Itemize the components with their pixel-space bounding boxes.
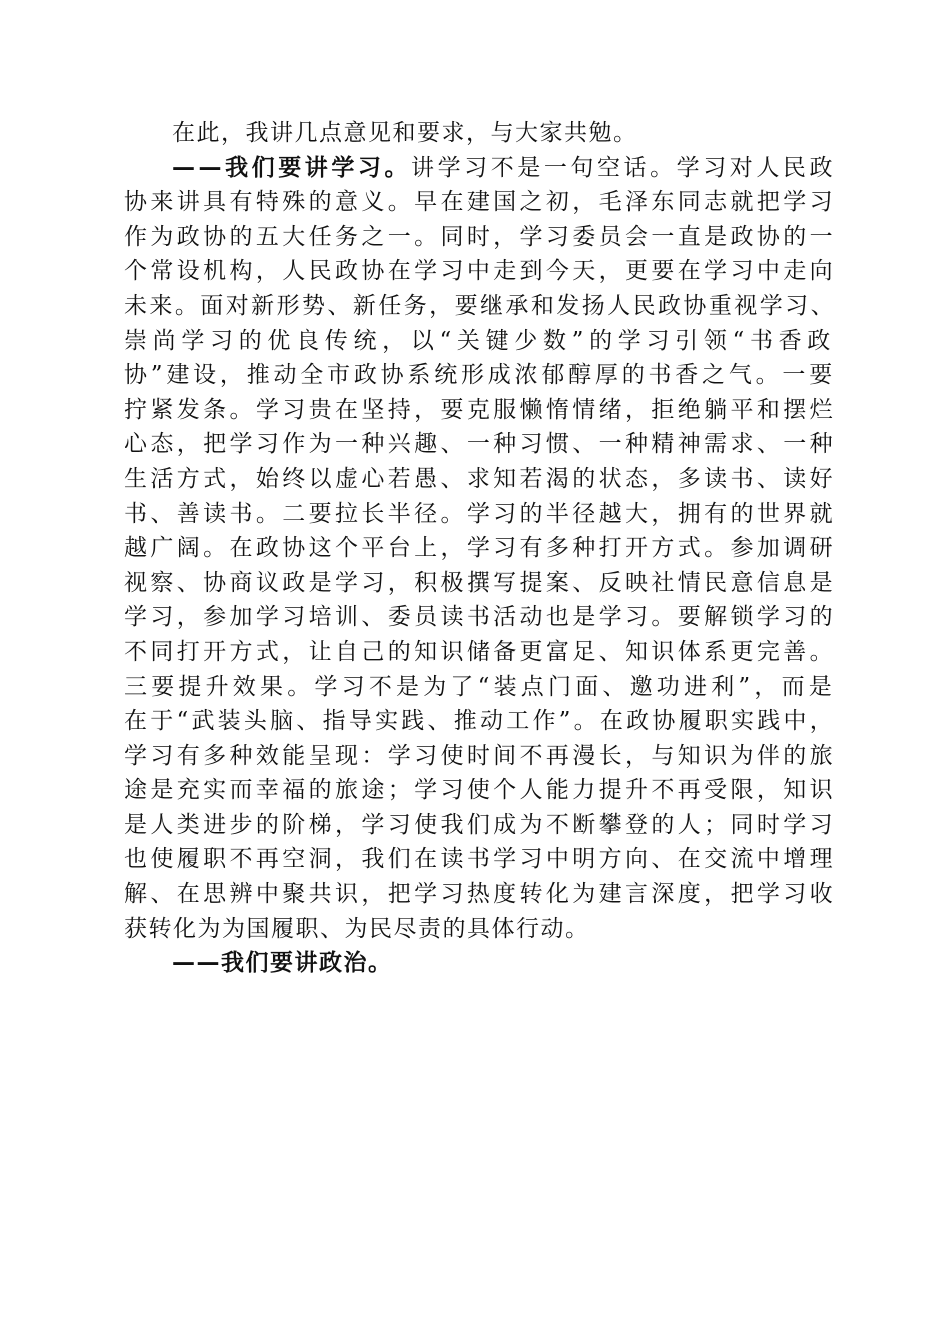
paragraph-line-text: 学习，参加学习培训、委员读书活动也是学习。要解锁学习的 [124, 604, 836, 631]
paragraph-line [124, 324, 836, 359]
section2-heading: ——我们要讲政治。 [172, 950, 393, 977]
paragraph-line [124, 497, 836, 532]
paragraph-line [124, 185, 836, 220]
paragraph-line-text: 个常设机构，人民政协在学习中走到今天，更要在学习中走向 [124, 258, 836, 285]
paragraph-line [124, 220, 836, 255]
section1-heading: ——我们要讲学习。 [172, 154, 412, 181]
paragraph-line [124, 393, 836, 428]
paragraph-line-text: 崇尚学习的优良传统，以“关键少数”的学习引领“书香政 [124, 327, 836, 354]
paragraph-line-text: 三要提升效果。学习不是为了“装点门面、邀功进利”，而是 [124, 673, 836, 700]
paragraph-line [124, 566, 836, 601]
paragraph-line-text: 书、善读书。二要拉长半径。学习的半径越大，拥有的世界就 [124, 500, 836, 527]
paragraph-line [124, 462, 836, 497]
paragraph-line [124, 877, 836, 912]
paragraph-line [124, 739, 836, 774]
paragraph-line [124, 289, 836, 324]
paragraph-line [124, 808, 836, 843]
paragraph-line-text: 是人类进步的阶梯，学习使我们成为不断攀登的人；同时学习 [124, 811, 836, 838]
paragraph-line [124, 773, 836, 808]
paragraph-line [124, 635, 836, 670]
intro-paragraph [124, 116, 836, 151]
paragraph-line-text: 解、在思辨中聚共识，把学习热度转化为建言深度，把学习收 [124, 881, 836, 908]
section1-last-line-text: 获转化为为国履职、为民尽责的具体行动。 [124, 915, 590, 942]
section1-body [124, 185, 836, 911]
paragraph-line-text: 协”建设，推动全市政协系统形成浓郁醇厚的书香之气。一要 [124, 362, 836, 389]
paragraph-line-text: 作为政协的五大任务之一。同时，学习委员会一直是政协的一 [124, 223, 836, 250]
paragraph-line-text: 学习有多种效能呈现：学习使时间不再漫长，与知识为伴的旅 [124, 742, 836, 769]
section1-first-line-text: 讲学习不是一句空话。学习对人民政 [411, 154, 837, 181]
paragraph-line-text: 心态，把学习作为一种兴趣、一种习惯、一种精神需求、一种 [124, 431, 836, 458]
paragraph-line [124, 600, 836, 635]
paragraph-line [124, 670, 836, 705]
paragraph-line-text: 也使履职不再空洞，我们在读书学习中明方向、在交流中增理 [124, 846, 836, 873]
paragraph-line-text: 未来。面对新形势、新任务，要继承和发扬人民政协重视学习、 [124, 292, 836, 319]
section1-first-line [124, 151, 836, 186]
paragraph-line [124, 704, 836, 739]
section2-heading-line [124, 946, 836, 981]
paragraph-line-text: 不同打开方式，让自己的知识储备更富足、知识体系更完善。 [124, 638, 836, 665]
section1-last-line [124, 912, 836, 947]
paragraph-line [124, 358, 836, 393]
paragraph-line [124, 842, 836, 877]
paragraph-line-text: 越广阔。在政协这个平台上，学习有多种打开方式。参加调研 [124, 535, 836, 562]
paragraph-line [124, 254, 836, 289]
paragraph-line [124, 531, 836, 566]
paragraph-line [124, 427, 836, 462]
paragraph-line-text: 在于“武装头脑、指导实践、推动工作”。在政协履职实践中， [124, 708, 836, 735]
paragraph-line-text: 视察、协商议政是学习，积极撰写提案、反映社情民意信息是 [124, 569, 836, 596]
paragraph-line-text: 生活方式，始终以虚心若愚、求知若渴的状态，多读书、读好 [124, 465, 836, 492]
intro-text: 在此，我讲几点意见和要求，与大家共勉。 [172, 120, 638, 146]
paragraph-line-text: 拧紧发条。学习贵在坚持，要克服懒惰情绪，拒绝躺平和摆烂 [124, 396, 836, 423]
paragraph-line-text: 途是充实而幸福的旅途；学习使个人能力提升不再受限，知识 [124, 777, 836, 804]
paragraph-line-text: 协来讲具有特殊的意义。早在建国之初，毛泽东同志就把学习 [124, 189, 836, 216]
body-text [124, 116, 836, 981]
